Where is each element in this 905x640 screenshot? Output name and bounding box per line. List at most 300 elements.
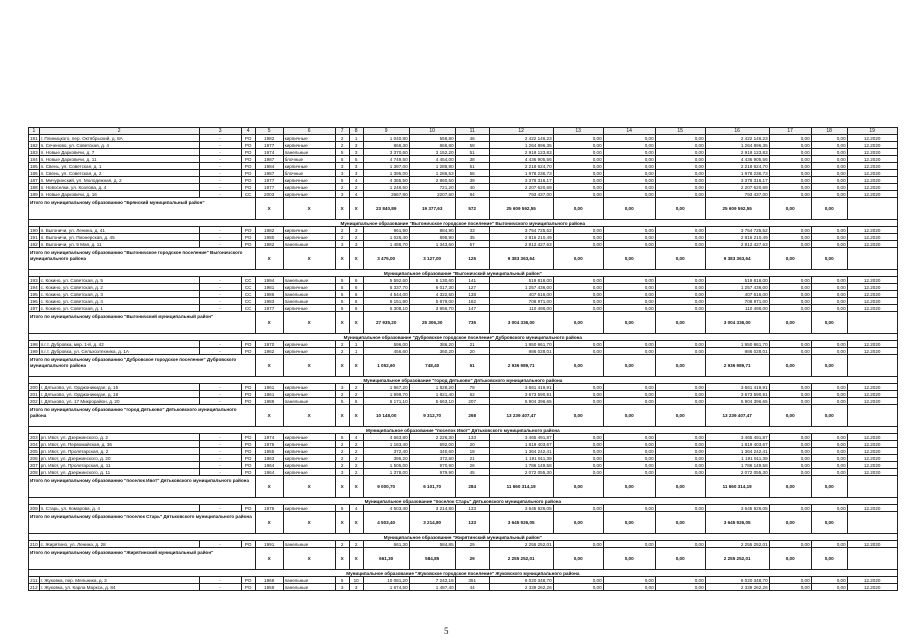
table-cell: 0,00 [811,434,847,441]
table-cell: панельные [283,291,335,298]
table-cell: 0,00 [655,277,705,284]
table-row [29,541,898,548]
table-row [29,384,898,391]
subtotal-row [29,405,898,427]
column-number-cell: 8 [349,128,363,135]
table-cell: г. Дятьково, ул. 17 Микрорайон, д. 20 [39,398,199,405]
table-cell: 2 218 624,70 [489,163,553,170]
table-cell: блочные [283,156,335,163]
table-cell: 3 465 491,87 [489,434,553,441]
table-cell: 372,60 [409,455,455,462]
table-cell: 12.2020 [847,398,897,405]
not-applicable-mark: X [283,355,335,377]
table-cell: панельные [283,241,335,248]
table-cell: СС [241,191,255,198]
column-number-cell: 9 [363,128,409,135]
subtotal-cell: 0,00 [655,548,705,570]
table-cell: 1961 [255,384,283,391]
table-cell: 0,00 [553,227,603,234]
table-cell: 372,40 [363,448,409,455]
table-cell: 38 [455,156,489,163]
subtotal-cell: 0,00 [769,512,811,534]
table-cell: 4 749,50 [363,156,409,163]
table-cell: 0,00 [769,291,811,298]
subtotal-cell: 584,85 [409,548,455,570]
table-cell: г. Плиницкого, пер. Октябрьский, д. 8А [39,135,199,142]
table-cell: 12.2020 [847,284,897,291]
table-cell: 0,00 [655,469,705,476]
table-cell: 0,00 [553,142,603,149]
table-cell: 147 [455,305,489,312]
table-cell: кирпичные [283,284,335,291]
table-cell: 2 [335,184,349,191]
table-cell: 0,00 [769,191,811,198]
table-cell: 1 264 896,35 [705,142,769,149]
table-cell: 0,00 [553,455,603,462]
table-cell: РО [241,341,255,348]
table-cell: 1955 [255,448,283,455]
table-cell: 5 [335,149,349,156]
table-cell: 5 663,10 [409,398,455,405]
table-cell: 40 [455,184,489,191]
column-number-cell: 4 [241,128,255,135]
table-row [29,284,898,291]
table-cell: 1 978 236,73 [705,170,769,177]
table-cell: 396,20 [363,455,409,462]
table-cell: 12.2020 [847,191,897,198]
subtotal-cell: 0,00 [769,355,811,377]
subtotal-cell: 0,00 [769,476,811,498]
table-cell: 0,00 [603,341,655,348]
table-cell: 6 020 348,70 [489,577,553,584]
table-cell: 5 [335,156,349,163]
table-cell: 0,00 [811,584,847,591]
table-cell: 204 [30,441,38,447]
subtotal-label: Итого по муниципальному образованию "Выгоничский муниципальный район" [29,312,256,334]
table-cell: 0,00 [553,348,603,355]
table-cell: 1 378,00 [363,469,409,476]
table-row [29,177,898,184]
table-cell: с. Кокино, ул. Советская, д. 5 [39,277,199,284]
subtotal-cell: 268 [455,405,489,427]
not-applicable-mark: X [335,248,349,270]
table-cell: 1 040,80 [363,135,409,142]
table-row [29,341,898,348]
table-cell: 194 [30,284,38,290]
table-cell: 0,00 [603,305,655,312]
table-cell: - [199,227,241,234]
table-cell: 39 [455,177,489,184]
table-cell: 2 919 123,83 [489,149,553,156]
table-row [29,170,898,177]
subtotal-cell: 2 255 252,01 [489,548,553,570]
page-number: 5 [444,626,449,636]
table-cell: 3 [335,241,349,248]
table-cell: 2 339 262,26 [489,584,553,591]
table-cell: - [199,577,241,584]
table-cell: 2 816 210,49 [489,234,553,241]
subtotal-cell [847,312,897,334]
subtotal-cell: 284 [455,476,489,498]
table-cell: 0,00 [553,462,603,469]
table-cell: СС [241,305,255,312]
table-cell: 0,00 [553,277,603,284]
table-cell: - [199,298,241,305]
not-applicable-mark: X [349,312,363,334]
table-cell: 558,80 [409,135,455,142]
table-cell: 0,00 [655,434,705,441]
table-cell: 3 661 419,91 [489,384,553,391]
table-cell: 205 [30,448,38,454]
table-cell: 5 [335,434,349,441]
table-cell: 6 [349,284,363,291]
column-number-cell: 10 [409,128,455,135]
column-number-cell: 6 [283,128,335,135]
subtotal-cell: 25 609 592,55 [705,198,769,220]
table-cell: п. Новоселки, ул. Козлова, д. 4 [39,184,199,191]
table-cell: 1 397,00 [363,163,409,170]
table-cell: с. Жирятино, ул. Ленина, д. 28 [39,541,199,548]
table-cell: п.г.т. Дубровка, ул. Сельхозтехника, д. 1А [39,348,199,355]
table-cell: 0,00 [769,391,811,398]
subtotal-cell: 2 936 989,71 [705,355,769,377]
table-cell: - [199,441,241,448]
table-cell: 58 [455,142,489,149]
table-row [29,505,898,512]
table-cell: 2 [335,391,349,398]
municipality-section-row [29,498,898,505]
table-cell: 0,00 [553,391,603,398]
table-cell: 0,00 [655,291,705,298]
table-cell: 2 [349,441,363,448]
subtotal-cell [847,548,897,570]
table-cell: 203 [30,434,38,440]
table-cell: 0,00 [553,434,603,441]
table-cell: 6 [349,398,363,405]
table-cell: с. Кокино, ул. Советская, д. 3 [39,291,199,298]
table-row [29,291,898,298]
table-cell: 0,00 [811,291,847,298]
table-cell: 0,00 [769,227,811,234]
table-cell: 0,00 [811,177,847,184]
not-applicable-mark: X [335,405,349,427]
table-cell: 0,00 [603,584,655,591]
table-cell: 0,00 [553,149,603,156]
table-cell: 1966 [255,577,283,584]
table-cell: РО [241,348,255,355]
table-cell: с. Кокино, ул. Советская, д. 2 [39,284,199,291]
not-applicable-mark: X [255,355,283,377]
table-cell: 79 [455,384,489,391]
table-cell: РО [241,434,255,441]
table-cell: 0,00 [655,241,705,248]
table-cell: 0,00 [811,156,847,163]
table-cell: 2 [349,234,363,241]
table-cell: кирпичные [283,227,335,234]
table-cell: кирпичные [283,305,335,312]
table-cell: 188 [30,184,38,190]
table-cell: 1977 [255,142,283,149]
header-row [29,128,898,135]
table-cell: п. Свень, ул. Советская, д. 1 [39,163,199,170]
table-cell: - [199,156,241,163]
table-cell: 866,80 [409,142,455,149]
subtotal-cell: 125 [455,248,489,270]
subtotal-cell: 0,00 [553,198,603,220]
table-cell: 12.2020 [847,448,897,455]
table-cell: 12.2020 [847,441,897,448]
table-cell: РО [241,149,255,156]
column-number-cell: 19 [847,128,897,135]
table-cell: 4 [349,177,363,184]
subtotal-cell: 0,00 [603,548,655,570]
table-cell: 12.2020 [847,469,897,476]
table-row [29,135,898,142]
table-cell: 0,00 [603,135,655,142]
table-cell: 0,00 [811,505,847,512]
subtotal-cell: 0,00 [553,248,603,270]
table-cell: РО [241,384,255,391]
column-number-cell: 15 [655,128,705,135]
table-cell: 186 [30,170,38,176]
municipality-section-title: Муниципальное образование "Жуковское городское поселение" Жуковского муниципального района [29,570,898,577]
subtotal-cell [847,198,897,220]
table-cell: кирпичные [283,384,335,391]
table-cell: 5 904 396,65 [705,398,769,405]
subtotal-row [29,512,898,534]
table-cell: 2 [335,455,349,462]
table-cell: 0,00 [769,469,811,476]
table-cell: 2 [335,341,349,348]
table-cell: 1 163,40 [363,441,409,448]
table-cell: 12.2020 [847,577,897,584]
table-cell: 12.2020 [847,541,897,548]
table-cell: 2 [349,184,363,191]
table-cell: 3 [349,149,363,156]
municipality-section-row [29,427,898,434]
table-cell: 0,00 [553,241,603,248]
table-cell: 0,00 [655,398,705,405]
table-cell: п. Выгоничи, ул. Ленина, д. 41 [39,227,199,234]
table-cell: 1974 [255,149,283,156]
table-cell: 2 339 262,26 [705,584,769,591]
subtotal-cell: 0,00 [811,476,847,498]
subtotal-cell: 9 383 363,64 [705,248,769,270]
table-cell: 0,00 [655,234,705,241]
table-cell: 0,00 [553,505,603,512]
column-number-cell: 17 [769,128,811,135]
table-cell: 0,00 [603,348,655,355]
table-cell: 0,00 [769,184,811,191]
subtotal-cell: 0,00 [655,476,705,498]
table-cell: 201 [30,391,38,397]
table-cell: 3 645 926,05 [489,505,553,512]
table-cell: кирпичные [283,184,335,191]
table-cell: 6 [349,291,363,298]
table-cell: 3 378 316,17 [489,177,553,184]
table-cell: 3 [349,163,363,170]
table-cell: 184 [30,156,38,162]
table-cell: 0,00 [769,348,811,355]
table-cell: кирпичные [283,135,335,142]
table-cell: 0,00 [655,170,705,177]
table-cell: 0,00 [769,384,811,391]
table-cell: 0,00 [811,142,847,149]
table-cell: 33 [455,227,489,234]
table-cell: 0,00 [603,277,655,284]
table-cell: 0,00 [655,505,705,512]
table-cell: 0,00 [553,291,603,298]
table-cell: п. Новые Дарковичи, д. 11 [39,156,199,163]
table-cell: 596,00 [363,341,409,348]
column-number-cell: 12 [489,128,553,135]
table-cell: 0,00 [769,298,811,305]
table-cell: кирпичные [283,505,335,512]
subtotal-cell: 0,00 [811,248,847,270]
table-cell: 133 [455,434,489,441]
subtotal-cell: 25 306,30 [409,312,455,334]
subtotal-row [29,355,898,377]
table-cell: 1 257 436,00 [705,284,769,291]
table-cell: 0,00 [811,305,847,312]
table-cell: 1987 [255,170,283,177]
table-cell: РО [241,391,255,398]
table-cell: 197 [30,305,38,311]
table-cell: 1986 [255,291,283,298]
table-cell: 0,00 [769,163,811,170]
table-cell: 195 [30,291,38,297]
table-cell: РО [241,227,255,234]
subtotal-cell: 27 935,20 [363,312,409,334]
table-cell: 2 255 252,01 [705,541,769,548]
table-cell: 407 616,00 [705,291,769,298]
subtotal-row [29,198,898,220]
table-cell: 12.2020 [847,149,897,156]
table-cell: 12.2020 [847,156,897,163]
table-cell: 0,00 [811,577,847,584]
table-cell: 2 812 427,63 [705,241,769,248]
column-number-cell: 11 [455,128,489,135]
table-cell: 1 786 149,58 [489,462,553,469]
municipality-section-row [29,270,898,277]
table-row [29,398,898,405]
table-cell: 0,00 [603,434,655,441]
subtotal-cell [847,355,897,377]
table-cell: 141 [455,277,489,284]
table-cell: 6 017,30 [409,284,455,291]
table-row [29,277,898,284]
table-cell: 2 255 252,01 [489,541,553,548]
table-cell: 12.2020 [847,177,897,184]
table-cell: 0,00 [769,156,811,163]
column-number-cell: 13 [553,128,603,135]
table-cell: 1 246,50 [363,184,409,191]
table-cell: 56 [455,170,489,177]
not-applicable-mark: X [349,198,363,220]
table-row [29,227,898,234]
table-cell: 0,00 [553,584,603,591]
table-cell: 0,00 [603,291,655,298]
table-cell: кирпичные [283,191,335,198]
table-cell: 0,00 [811,469,847,476]
table-cell: 12.2020 [847,184,897,191]
not-applicable-mark: X [335,198,349,220]
table-cell: 0,00 [811,441,847,448]
table-cell: 189 [30,191,38,197]
table-cell: - [199,505,241,512]
table-cell: 0,00 [655,541,705,548]
table-cell: 1 264 896,35 [489,142,553,149]
not-applicable-mark: X [349,405,363,427]
subtotal-cell: 661,30 [363,548,409,570]
table-cell: 0,00 [553,191,603,198]
table-cell: 961,90 [363,227,409,234]
column-number-cell: 5 [255,128,283,135]
table-cell: - [199,277,241,284]
table-cell: 7 242,16 [409,577,455,584]
table-cell: 4 436 905,56 [489,156,553,163]
subtotal-cell: 0,00 [769,248,811,270]
table-cell: 0,00 [553,234,603,241]
table-cell: с. Кокино, ул. Советская, д. 1 [39,305,199,312]
table-cell: 0,00 [655,584,705,591]
table-cell: РО [241,448,255,455]
table-cell: кирпичные [283,434,335,441]
municipality-section-row [29,220,898,227]
table-cell: 2 [349,391,363,398]
table-cell: - [199,469,241,476]
table-cell: 3 [335,191,349,198]
table-cell: 6 [349,277,363,284]
table-cell: 0,00 [655,577,705,584]
table-cell: - [199,305,241,312]
table-cell: 1975 [255,505,283,512]
table-cell: 4 [349,191,363,198]
not-applicable-mark: X [255,312,283,334]
table-cell: 0,00 [811,191,847,198]
table-cell: 1 364 242,41 [489,448,553,455]
table-cell: 0,00 [553,398,603,405]
table-cell: 51 [455,163,489,170]
table-cell: 5 [335,277,349,284]
table-cell: 0,00 [603,298,655,305]
table-cell: 1 486,70 [363,241,409,248]
table-cell: 0,00 [553,341,603,348]
table-cell: 3 370,60 [363,149,409,156]
subtotal-cell: 0,00 [811,548,847,570]
table-row [29,241,898,248]
not-applicable-mark: X [335,512,349,534]
table-cell: 1 978 236,73 [489,170,553,177]
subtotal-cell: 11 660 314,19 [705,476,769,498]
subtotal-cell: 0,00 [811,312,847,334]
table-cell: 0,00 [769,462,811,469]
subtotal-cell: 0,00 [553,548,603,570]
table-cell: 200 [30,384,38,390]
table-cell: кирпичные [283,441,335,448]
table-cell: РО [241,584,255,591]
table-row [29,163,898,170]
table-cell: 1961 [255,391,283,398]
table-cell: 0,00 [769,234,811,241]
table-cell: 3 673 590,91 [705,391,769,398]
table-cell: 340,60 [409,448,455,455]
table-cell: 6 [349,305,363,312]
table-cell: 3 754 725,52 [489,227,553,234]
table-cell: РО [241,462,255,469]
subtotal-cell: 133 [455,512,489,534]
table-cell: 1963 [255,455,283,462]
